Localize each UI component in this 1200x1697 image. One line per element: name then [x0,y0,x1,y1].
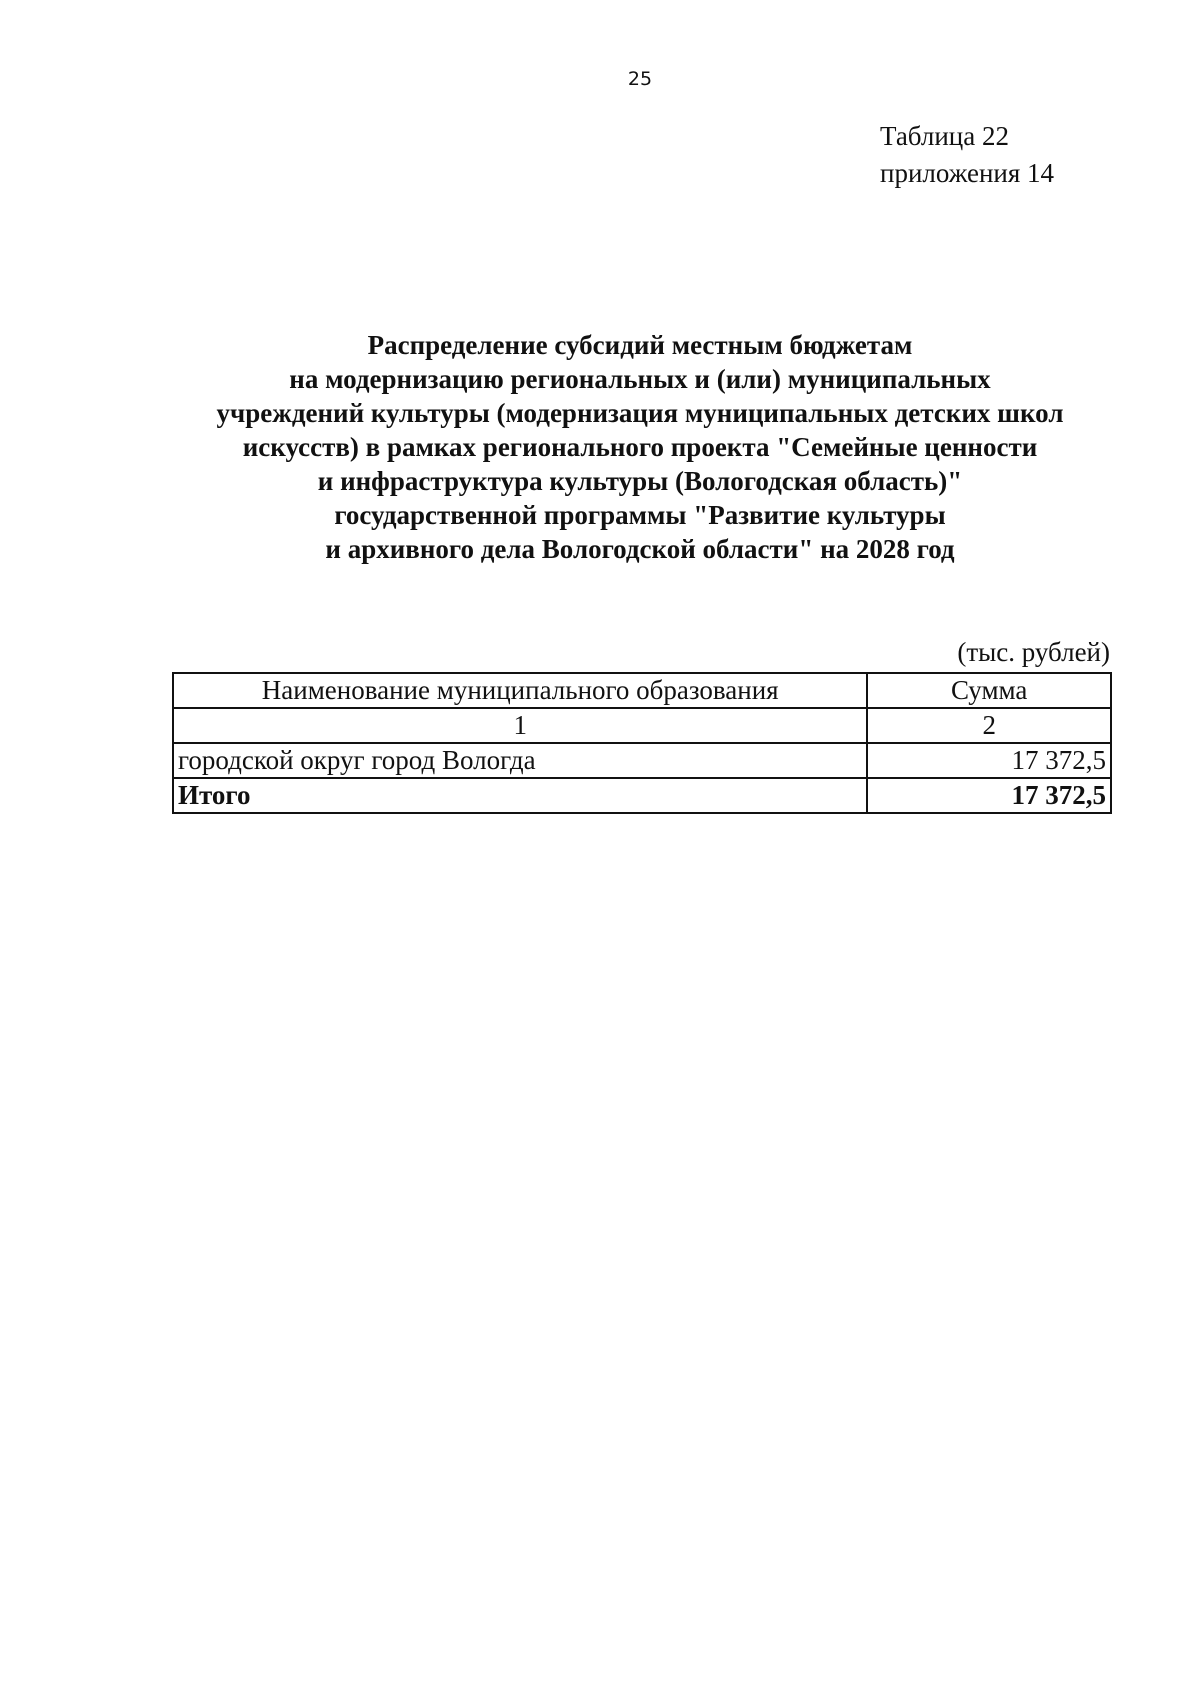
table-reference [880,118,1054,192]
table-reference-line-1: Таблица 22 [880,121,1009,151]
header-name: Наименование муниципального образования [173,673,867,708]
table-reference-line-2: приложения 14 [880,158,1055,188]
title-line: и инфраструктура культуры (Вологодская область)" [317,466,963,496]
document-title [140,328,1140,566]
total-sum: 17 372,5 [867,778,1111,813]
table-row [173,743,1111,778]
table-header-row [173,673,1111,708]
title-line: на модернизацию региональных и (или) муниципальных [289,364,991,394]
column-number-1: 1 [173,708,867,743]
row-municipality-name: городской округ город Вологда [173,743,867,778]
header-sum: Сумма [867,673,1111,708]
total-label: Итого [173,778,867,813]
column-number-2: 2 [867,708,1111,743]
table-total-row [173,778,1111,813]
row-sum: 17 372,5 [867,743,1111,778]
units-label: (тыс. рублей) [957,637,1110,667]
title-line: государственной программы "Развитие культуры [334,500,946,530]
title-line: Распределение субсидий местным бюджетам [367,330,913,360]
page-number: 25 [627,68,653,90]
title-line: искусств) в рамках регионального проекта "Семейные ценности [242,432,1038,462]
title-line: учреждений культуры (модернизация муниципальных детских школ [216,398,1064,428]
title-line: и архивного дела Вологодской области" на 2028 год [325,534,955,564]
subsidy-table [172,672,1112,814]
table-column-numbers-row [173,708,1111,743]
